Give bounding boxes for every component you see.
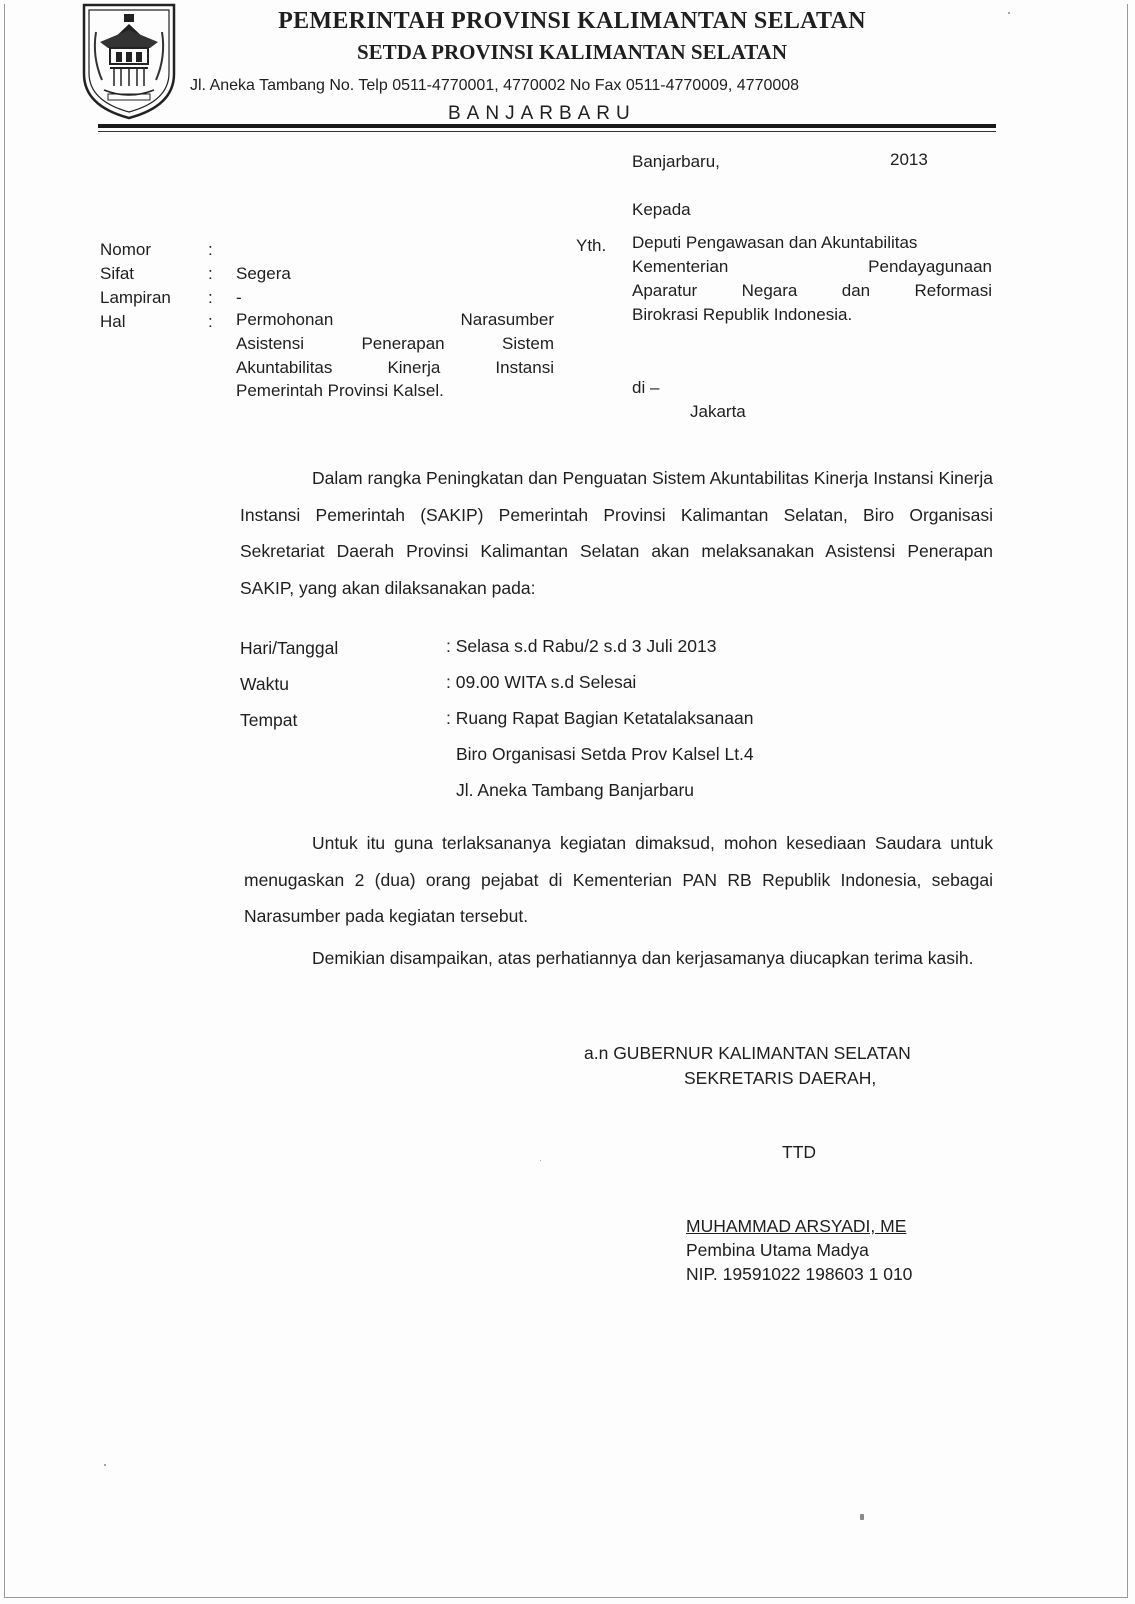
letterhead-address: Jl. Aneka Tambang No. Telp 0511-4770001, 4770002 No Fax 0511-4770009, 4770008 bbox=[190, 77, 800, 94]
nomor-label: Nomor bbox=[100, 240, 152, 259]
tempat-label: Tempat bbox=[240, 710, 298, 730]
date-place: Banjarbaru, bbox=[632, 152, 720, 171]
tempat-line-3: Jl. Aneka Tambang Banjarbaru bbox=[456, 780, 695, 800]
body-paragraph-2: Untuk itu guna terlaksananya kegiatan dimaksud, mohon kesediaan Saudara untuk menugaskan 2 (dua) orang pejabat di Kementerian PAN RB Republik Indonesia, sebagai Narasumber pada kegiatan tersebut. bbox=[244, 833, 993, 926]
recipient-city: Jakarta bbox=[690, 402, 746, 421]
scan-speck bbox=[540, 1160, 541, 1161]
signature-name: MUHAMMAD ARSYADI, ME bbox=[686, 1216, 907, 1236]
letterhead-rule-thin bbox=[98, 131, 996, 132]
provincial-emblem-icon bbox=[80, 2, 178, 120]
body-paragraph-1: Dalam rangka Peningkatan dan Penguatan Sistem Akuntabilitas Kinerja Instansi Kinerja Instansi Pemerintah (SAKIP) Pemerintah Provinsi Kalimantan Selatan, Biro Organisasi Sekretariat Daerah Provinsi Kalimantan Selatan akan melaksanakan Asistensi Penerapan SAKIP, yang akan dilaksanakan pada: bbox=[240, 468, 993, 598]
date-year: 2013 bbox=[890, 150, 928, 169]
scan-speck bbox=[860, 1514, 864, 1520]
waktu-label: Waktu bbox=[240, 674, 289, 694]
hal-colon: : bbox=[208, 312, 213, 331]
recipient-line-3: Aparatur Negara dan Reformasi bbox=[632, 281, 992, 300]
sifat-label: Sifat bbox=[100, 264, 135, 283]
letterhead-city: BANJARBARU bbox=[448, 103, 636, 124]
sifat-colon: : bbox=[208, 264, 213, 283]
scan-speck bbox=[104, 1464, 106, 1466]
letterhead-subtitle: SETDA PROVINSI KALIMANTAN SELATAN bbox=[357, 40, 787, 64]
sifat-value: Segera bbox=[236, 264, 291, 283]
scan-speck bbox=[1008, 12, 1010, 14]
hal-line-3: Akuntabilitas Kinerja Instansi bbox=[236, 358, 554, 377]
lampiran-label: Lampiran bbox=[100, 288, 171, 307]
lampiran-colon: : bbox=[208, 288, 213, 307]
tempat-line-2: Biro Organisasi Setda Prov Kalsel Lt.4 bbox=[456, 744, 754, 764]
nomor-colon: : bbox=[208, 240, 213, 259]
body-paragraph-3: Demikian disampaikan, atas perhatiannya dan kerjasamanya diucapkan terima kasih. bbox=[312, 948, 974, 968]
recipient-line-2: Kementerian Pendayagunaan bbox=[632, 257, 992, 276]
letterhead-title: PEMERINTAH PROVINSI KALIMANTAN SELATAN bbox=[278, 8, 866, 34]
signature-position: SEKRETARIS DAERAH, bbox=[684, 1068, 877, 1088]
recipient-kepada: Kepada bbox=[632, 200, 691, 219]
hal-label: Hal bbox=[100, 312, 126, 331]
hari-label: Hari/Tanggal bbox=[240, 638, 339, 658]
page-border bbox=[4, 4, 1128, 1598]
signature-ttd: TTD bbox=[782, 1142, 817, 1162]
recipient-di: di – bbox=[632, 378, 660, 397]
signature-nip: NIP. 19591022 198603 1 010 bbox=[686, 1264, 913, 1284]
hal-line-4: Pemerintah Provinsi Kalsel. bbox=[236, 381, 444, 400]
waktu-value: : 09.00 WITA s.d Selesai bbox=[446, 672, 637, 692]
lampiran-value: - bbox=[236, 288, 242, 307]
signature-rank: Pembina Utama Madya bbox=[686, 1240, 869, 1260]
hari-value: : Selasa s.d Rabu/2 s.d 3 Juli 2013 bbox=[446, 636, 717, 656]
tempat-value: : Ruang Rapat Bagian Ketatalaksanaan bbox=[446, 708, 754, 728]
recipient-line-4: Birokrasi Republik Indonesia. bbox=[632, 305, 853, 324]
signature-an: a.n GUBERNUR KALIMANTAN SELATAN bbox=[584, 1043, 911, 1063]
letterhead-rule bbox=[98, 124, 996, 128]
recipient-line-1: Deputi Pengawasan dan Akuntabilitas bbox=[632, 233, 918, 252]
recipient-yth: Yth. bbox=[576, 236, 607, 255]
hal-line-2: Asistensi Penerapan Sistem bbox=[236, 334, 554, 353]
hal-line-1: Permohonan Narasumber bbox=[236, 310, 554, 329]
